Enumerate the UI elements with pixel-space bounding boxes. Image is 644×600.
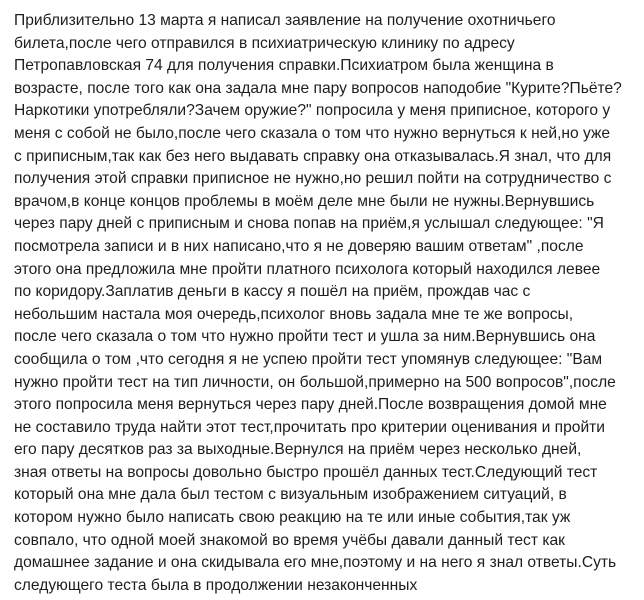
text-line: получения этой справки приписное не нужно,но решил пойти на сотрудничество с [14, 170, 612, 188]
text-line: врачом,в конце концов проблемы в моём деле мне были не нужны.Вернувшись [14, 192, 595, 210]
text-line: нужно пройти тест на тип личности, он большой,примерно на 500 вопросов",после [14, 373, 616, 391]
text-line: сообщила о том ,что сегодня я не успею пройти тест упомянув следующее: "Вам [14, 350, 603, 368]
text-line: с приписным,так как без него выдавать справку она отказывалась.Я знал, что для [14, 147, 612, 165]
text-line: его пару десятков раз за выходные.Вернулся на приём через несколько дней, [14, 441, 582, 459]
text-line: меня с собой не было,после чего сказала о том что нужно вернуться к ней,но уже [14, 124, 611, 142]
text-line: следующего теста была в продолжении незаконченных [14, 576, 418, 594]
text-line: домашнее задание и она скидывала его мне,поэтому и на него я знал ответы.Суть [14, 554, 617, 572]
text-line: котором нужно было написать свою реакцию на те или иные события,так уж [14, 509, 571, 527]
text-line: небольшим настала моя очередь,психолог вновь задала мне те же вопросы, [14, 305, 574, 323]
text-line: Приблизительно 13 марта я написал заявление на получение охотничьего [14, 12, 556, 29]
text-line: билета,после чего отправился в психиатрическую клинику по адресу [14, 34, 515, 52]
text-line: возрасте, после того как она задала мне пару вопросов наподобие "Курите?Пьёте? [14, 79, 622, 97]
text-line: после чего сказала о том что нужно пройти тест и ушла за ним.Вернувшись она [14, 328, 596, 346]
text-line: через пару дней с приписным и снова попав на приём,я услышал следующее: "Я [14, 215, 604, 233]
text-line: Наркотики употребляли?Зачем оружие?" попросила у меня приписное, которого у [14, 102, 611, 120]
text-line: Петропавловская 74 для получения справки.Психиатром была женщина в [14, 57, 554, 75]
text-line: не составило труда найти этот тест,прочитать про критерии оценивания и пройти [14, 418, 606, 436]
text-line: совпало, что одной моей знакомой во время учёбы давали данный тест как [14, 531, 565, 549]
text-line: зная ответы на вопросы довольно быстро прошёл данных тест.Следующий тест [14, 463, 598, 481]
text-line: этого она предложила мне пройти платного психолога который находился левее [14, 260, 601, 278]
text-line: этого попросила меня вернуться через пару дней.После возвращения домой мне [14, 396, 607, 414]
text-line: посмотрела записи и в них написано,что я не доверяю вашим ответам" ,после [14, 237, 584, 255]
text-line: который она мне дала был тестом с визуальным изображением ситуаций, в [14, 486, 567, 504]
text-line: по коридору.Заплатив деньги в кассу я пошёл на приём, прождав час с [14, 283, 531, 301]
